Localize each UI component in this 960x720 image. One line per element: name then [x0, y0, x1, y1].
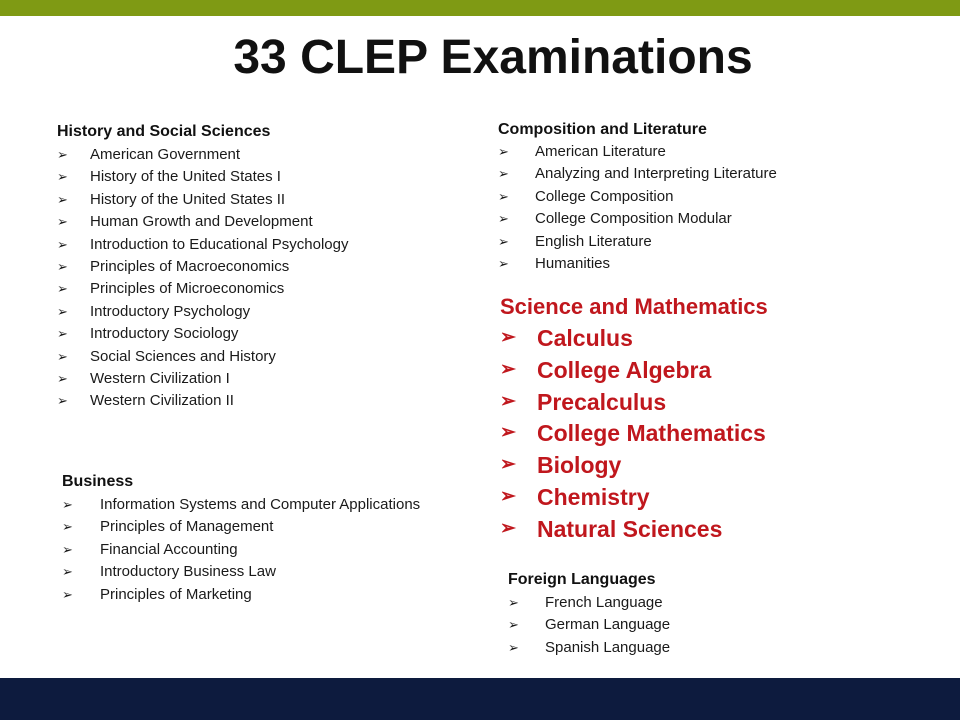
arrowhead-bullet-icon: ➢	[500, 358, 516, 380]
exam-name: Introductory Sociology	[90, 325, 239, 343]
top-accent-bar	[0, 0, 960, 16]
arrowhead-bullet-icon: ➢	[57, 236, 68, 252]
exam-list-item	[498, 164, 878, 186]
exam-list-item	[500, 323, 880, 355]
arrowhead-bullet-icon: ➢	[57, 348, 68, 364]
exam-list-item	[57, 235, 437, 257]
arrowhead-bullet-icon: ➢	[500, 454, 516, 476]
arrowhead-bullet-icon: ➢	[57, 303, 68, 319]
exam-list-item	[57, 391, 437, 413]
exam-list	[57, 145, 437, 414]
exam-list-item	[500, 482, 880, 514]
exam-name: History of the United States I	[90, 168, 281, 186]
exam-list	[500, 323, 880, 546]
exam-list-item	[508, 615, 808, 637]
exam-name: American Government	[90, 146, 241, 163]
exam-name: College Composition Modular	[535, 210, 732, 228]
arrowhead-bullet-icon: ➢	[57, 326, 68, 342]
arrowhead-bullet-icon: ➢	[498, 144, 509, 159]
exam-name: College Composition	[535, 187, 674, 205]
arrowhead-bullet-icon: ➢	[57, 169, 68, 185]
arrowhead-bullet-icon: ➢	[57, 191, 68, 207]
arrowhead-bullet-icon: ➢	[500, 327, 516, 348]
exam-list-item	[500, 418, 880, 450]
exam-name: German Language	[545, 616, 671, 634]
exam-name: Principles of Marketing	[100, 585, 252, 603]
exam-list-item	[57, 212, 437, 234]
exam-list-item	[500, 514, 880, 546]
exam-list-item	[62, 584, 422, 606]
exam-list-item	[62, 561, 422, 583]
arrowhead-bullet-icon: ➢	[498, 188, 509, 204]
arrowhead-bullet-icon: ➢	[500, 485, 516, 507]
foreign-languages-section	[508, 571, 808, 660]
exam-name: English Literature	[535, 232, 652, 250]
arrowhead-bullet-icon: ➢	[62, 497, 73, 512]
exam-name: Western Civilization I	[90, 369, 230, 387]
arrowhead-bullet-icon: ➢	[57, 370, 68, 386]
exam-name: Financial Accounting	[100, 540, 238, 558]
exam-name: Introductory Psychology	[90, 302, 251, 320]
arrowhead-bullet-icon: ➢	[57, 147, 68, 162]
arrowhead-bullet-icon: ➢	[508, 595, 519, 610]
arrowhead-bullet-icon: ➢	[62, 519, 73, 535]
section-heading: Science and Mathematics	[500, 294, 768, 319]
exam-name: Social Sciences and History	[90, 347, 276, 365]
exam-list	[508, 593, 808, 660]
exam-name: Precalculus	[537, 388, 667, 415]
exam-name: Biology	[537, 452, 622, 479]
arrowhead-bullet-icon: ➢	[500, 422, 516, 444]
arrowhead-bullet-icon: ➢	[498, 233, 509, 249]
exam-list-item	[498, 232, 878, 254]
exam-name: History of the United States II	[90, 190, 286, 208]
exam-list-item	[498, 209, 878, 231]
exam-list-item	[500, 450, 880, 482]
exam-list-item	[498, 187, 878, 209]
exam-list-item	[57, 190, 437, 212]
exam-list-item	[500, 387, 880, 419]
exam-name: American Literature	[535, 143, 666, 160]
arrowhead-bullet-icon: ➢	[500, 390, 516, 412]
exam-name: Western Civilization II	[90, 392, 234, 410]
section-heading: Foreign Languages	[508, 571, 656, 588]
arrowhead-bullet-icon: ➢	[57, 214, 68, 230]
arrowhead-bullet-icon: ➢	[498, 166, 509, 182]
exam-list-item	[508, 593, 808, 615]
arrowhead-bullet-icon: ➢	[57, 258, 68, 274]
exam-name: Calculus	[537, 325, 633, 351]
exam-list	[62, 494, 422, 606]
exam-list-item	[62, 494, 422, 516]
arrowhead-bullet-icon: ➢	[500, 517, 516, 539]
exam-name: French Language	[545, 594, 663, 611]
composition-literature-section	[498, 121, 878, 276]
exam-name: Principles of Management	[100, 518, 274, 536]
section-heading: Composition and Literature	[498, 121, 707, 138]
arrowhead-bullet-icon: ➢	[62, 541, 73, 557]
exam-list-item	[57, 257, 437, 279]
exam-list-item	[498, 254, 878, 276]
exam-name: Humanities	[535, 254, 611, 272]
exam-name: Natural Sciences	[537, 515, 723, 542]
exam-list-item	[508, 638, 808, 660]
exam-name: College Mathematics	[537, 420, 766, 447]
exam-name: Spanish Language	[545, 638, 671, 656]
section-heading: Business	[62, 473, 134, 490]
exam-list-item	[57, 167, 437, 189]
exam-list-item	[500, 355, 880, 387]
arrowhead-bullet-icon: ➢	[62, 586, 73, 602]
arrowhead-bullet-icon: ➢	[508, 639, 519, 655]
exam-name: College Algebra	[537, 356, 712, 383]
exam-list-item	[57, 347, 437, 369]
exam-list-item	[62, 539, 422, 561]
arrowhead-bullet-icon: ➢	[62, 564, 73, 580]
exam-name: Principles of Microeconomics	[90, 280, 285, 298]
exam-list-item	[62, 516, 422, 538]
arrowhead-bullet-icon: ➢	[498, 255, 509, 271]
exam-name: Principles of Macroeconomics	[90, 257, 290, 275]
science-mathematics-section	[500, 294, 880, 546]
exam-name: Information Systems and Computer Applications	[100, 496, 421, 513]
exam-list	[498, 142, 878, 276]
exam-list-item	[57, 145, 437, 167]
history-social-sciences-section	[57, 123, 437, 414]
exam-list-item	[498, 142, 878, 164]
section-heading: History and Social Sciences	[57, 123, 271, 140]
arrowhead-bullet-icon: ➢	[498, 211, 509, 227]
exam-name: Analyzing and Interpreting Literature	[535, 165, 777, 183]
exam-list-item	[57, 302, 437, 324]
page-title: 33 CLEP Examinations	[233, 31, 753, 84]
exam-name: Chemistry	[537, 483, 650, 510]
arrowhead-bullet-icon: ➢	[57, 281, 68, 297]
exam-name: Introductory Business Law	[100, 563, 276, 581]
exam-name: Human Growth and Development	[90, 213, 313, 231]
exam-name: Introduction to Educational Psychology	[90, 235, 349, 253]
exam-list-item	[57, 324, 437, 346]
exam-list-item	[57, 369, 437, 391]
business-section	[62, 473, 422, 606]
exam-list-item	[57, 279, 437, 301]
bottom-footer-bar	[0, 678, 960, 720]
arrowhead-bullet-icon: ➢	[57, 393, 68, 409]
arrowhead-bullet-icon: ➢	[508, 617, 519, 633]
